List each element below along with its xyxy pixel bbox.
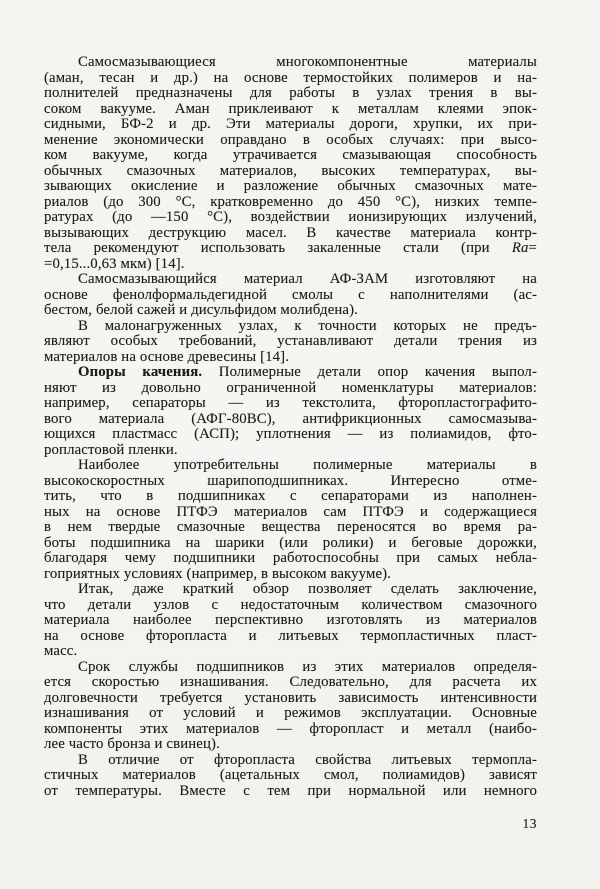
text-line — [44, 582, 537, 598]
text-line — [44, 768, 537, 784]
text-line — [44, 660, 537, 676]
text-run: ком вакууме, когда утрачивается смазывающая способность — [44, 147, 537, 163]
text-run: няют из довольно ограниченной номенклатуры материалов: — [44, 379, 537, 396]
text-line — [44, 536, 537, 552]
text-line — [44, 117, 537, 133]
text-run: Наиболее употребительны полимерные материалы в — [78, 457, 537, 473]
text-line — [44, 179, 537, 195]
text-line — [44, 551, 537, 567]
text-run: лее часто бронза и свинец). — [44, 736, 220, 752]
text-run: гоприятных условиях (например, в высоком вакууме). — [44, 565, 391, 582]
text-run: являют особых требований, устанавливают детали трения из — [44, 333, 537, 349]
text-line — [44, 365, 537, 381]
text-line — [44, 303, 537, 319]
text-run: ется скоростью изнашивания. Следовательно, для расчета их — [44, 674, 537, 690]
text-run: ратурах (до —150 °С), воздействии ионизирующих излучений, — [44, 209, 537, 225]
text-line — [44, 722, 537, 738]
text-run: В отличие от фторопласта свойства литьевых термопла- — [78, 751, 537, 768]
bold-text-run: Опоры качения. — [78, 364, 203, 380]
text-run: стичных материалов (ацетальных смол, полиамидов) зависят — [44, 767, 537, 783]
text-block — [44, 55, 537, 799]
text-run: вого материала (АФГ-80ВС), антифрикционных самосмазыва- — [44, 410, 537, 427]
text-run: Самосмазывающийся материал АФ-ЗАМ изготовляют на — [78, 271, 537, 287]
text-line — [44, 210, 537, 226]
text-line — [44, 319, 537, 335]
text-run: на основе фторопласта и литьевых термопластичных пласт- — [44, 627, 537, 644]
page-number: 13 — [522, 816, 537, 831]
text-run: ных на основе ПТФЭ материалов сам ПТФЭ и содержащиеся — [44, 503, 537, 520]
paragraph — [44, 319, 537, 366]
text-run: соком вакууме. Аман приклеивают к металлам клеями эпок- — [44, 100, 537, 117]
text-run: полнителей предназначены для работы в узлах трения в вы- — [44, 85, 537, 101]
text-run: риалов (до 300 °С, кратковременно до 450 °С), низких темпе- — [44, 193, 537, 210]
text-line — [44, 629, 537, 645]
text-line — [44, 288, 537, 304]
text-line — [44, 381, 537, 397]
text-line — [44, 350, 537, 366]
text-line — [44, 148, 537, 164]
text-line — [44, 675, 537, 691]
paragraph — [44, 753, 537, 800]
text-line — [44, 489, 537, 505]
text-run: тела рекомендуют использовать закаленные стали (при — [44, 240, 512, 256]
text-run: тить, что в подшипниках с сепараторами из наполнен- — [44, 488, 537, 504]
text-run: от температуры. Вместе с тем при нормальной или немного — [44, 782, 537, 799]
text-line — [44, 334, 537, 350]
text-line — [44, 737, 537, 753]
text-line — [44, 55, 537, 71]
text-line — [44, 164, 537, 180]
text-line — [44, 272, 537, 288]
text-run: ющихся пластмасс (АСП); уплотнения — из полиамидов, фто- — [44, 426, 537, 442]
text-line — [44, 241, 537, 257]
text-run: например, сепараторы — из текстолита, фторопластографито- — [44, 395, 537, 411]
text-line — [44, 613, 537, 629]
text-line — [44, 784, 537, 800]
text-run: В малонагруженных узлах, к точности которых не предъ- — [78, 317, 537, 334]
text-run: Итак, даже краткий обзор позволяет сделать заключение, — [78, 581, 537, 597]
italic-text-run: Ra — [511, 240, 529, 256]
text-line — [44, 706, 537, 722]
text-line — [44, 226, 537, 242]
text-run: что детали узлов с недостаточным количеством смазочного — [44, 596, 537, 613]
text-line — [44, 102, 537, 118]
text-line — [44, 443, 537, 459]
text-line — [44, 753, 537, 769]
text-run: компоненты этих материалов — фторопласт и металл (наибо- — [44, 720, 537, 737]
text-run: Полимерные детали опор качения выпол- — [202, 364, 537, 380]
paragraph — [44, 458, 537, 582]
text-run: долговечности требуется установить зависимость интенсивности — [44, 689, 537, 706]
paragraph — [44, 55, 537, 272]
text-run: =0,15...0,63 мкм) [14]. — [44, 255, 185, 272]
text-run: вызывающих деструкцию масел. В качестве материала контр- — [44, 224, 537, 241]
text-line — [44, 598, 537, 614]
text-line — [44, 427, 537, 443]
text-line — [44, 195, 537, 211]
text-run: Самосмазывающиеся многокомпонентные материалы — [78, 54, 537, 70]
text-line — [44, 520, 537, 536]
text-line — [44, 505, 537, 521]
text-line — [44, 71, 537, 87]
text-run: сидными, БФ-2 и др. Эти материалы дороги, хрупки, их при- — [44, 116, 537, 132]
text-line — [44, 86, 537, 102]
text-run: благодаря чему подшипники работоспособны при самых небла- — [44, 550, 537, 566]
text-run: основе фенолформальдегидной смолы с наполнителями (ас- — [44, 286, 537, 303]
paragraph — [44, 365, 537, 458]
text-run: = — [528, 240, 537, 256]
paragraph — [44, 660, 537, 753]
text-line — [44, 644, 537, 660]
text-run: Срок службы подшипников из этих материалов определя- — [78, 658, 537, 675]
text-run: материалов на основе древесины [14]. — [44, 348, 290, 365]
text-run: зывающих окисление и разложение обычных смазочных мате- — [44, 178, 537, 194]
text-line — [44, 474, 537, 490]
text-line — [44, 458, 537, 474]
paragraph — [44, 582, 537, 660]
text-run: в нем твердые смазочные вещества переносятся во время ра- — [44, 519, 537, 535]
text-line — [44, 257, 537, 273]
text-run: ропластовой пленки. — [44, 441, 178, 458]
text-run: (аман, тесан и др.) на основе термостойких полимеров и на- — [44, 69, 537, 86]
text-run: масс. — [44, 643, 78, 659]
text-run: бестом, белой сажей и дисульфидом молибдена). — [44, 302, 358, 318]
text-line — [44, 567, 537, 583]
text-run: менение экономически оправдано в особых случаях: при высо- — [44, 131, 537, 148]
text-line — [44, 396, 537, 412]
text-run: высокоскоростных шарипоподшипниках. Интересно отме- — [44, 472, 537, 489]
text-run: материала наиболее перспективно изготовлять из материалов — [44, 612, 537, 628]
text-run: изнашивания от условий и режимов эксплуатации. Основные — [44, 705, 537, 721]
text-run: боты подшипника на шарики (или ролики) и беговые дорожки, — [44, 534, 537, 551]
text-line — [44, 133, 537, 149]
text-run: обычных смазочных материалов, высоких температурах, вы- — [44, 162, 537, 179]
text-line — [44, 691, 537, 707]
text-line — [44, 412, 537, 428]
paragraph — [44, 272, 537, 319]
